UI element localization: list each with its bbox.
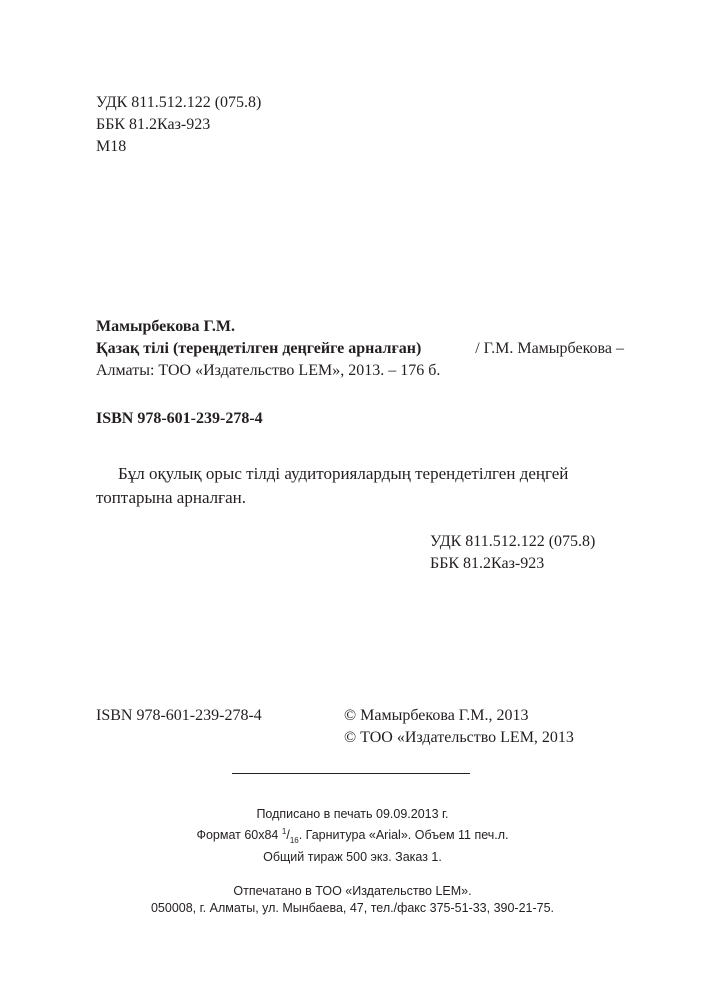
citation-author: Мамырбекова Г.М. xyxy=(96,318,236,335)
annotation-line-2: топтарына арналған. xyxy=(96,488,246,507)
isbn-heading: ISBN 978-601-239-278-4 xyxy=(96,410,263,427)
citation-publication: Алматы: ТОО «Издательство LEM», 2013. – 176 б. xyxy=(96,362,441,379)
citation-title: Қазақ тілі (тереңдетілген деңгейге арналған) xyxy=(96,340,422,357)
classification-repeat xyxy=(430,531,595,575)
bibliographic-citation xyxy=(96,316,624,382)
udk-code-repeat: УДК 811.512.122 (075.8) xyxy=(430,533,596,550)
separator-rule xyxy=(232,773,470,774)
citation-responsibility: / Г.М. Мамырбекова – xyxy=(475,340,624,357)
classification-block xyxy=(96,92,261,158)
author-mark: М18 xyxy=(96,138,127,155)
format-prefix: Формат 60х84 xyxy=(196,828,279,842)
copyright-publisher: © ТОО «Издательство LEM, 2013 xyxy=(344,729,574,746)
annotation-line-1: Бұл оқулық орыс тілді аудиториялардың терендетілген деңгей xyxy=(118,464,569,483)
imprint-signed: Подписано в печать 09.09.2013 г. xyxy=(256,807,449,821)
format-fraction-slash: / xyxy=(286,828,290,842)
imprint-circulation: Общий тираж 500 экз. Заказ 1. xyxy=(263,850,442,864)
format-fraction-denominator: 16 xyxy=(289,836,299,845)
format-fraction-numerator: 1 xyxy=(281,827,287,836)
imprint-spacer xyxy=(0,866,705,883)
imprint-printed-by: Отпечатано в ТОО «Издательство LEM». xyxy=(233,884,472,898)
annotation xyxy=(96,462,624,510)
imprint-address: 050008, г. Алматы, ул. Мынбаева, 47, тел./факс 375-51-33, 390-21-75. xyxy=(150,901,555,915)
format-suffix: . Гарнитура «Arial». Объем 11 печ.л. xyxy=(298,828,509,842)
copyright-block xyxy=(344,705,574,749)
bbk-code-repeat: ББК 81.2Каз-923 xyxy=(430,555,545,572)
copyright-author: © Мамырбекова Г.М., 2013 xyxy=(344,707,529,724)
udk-code: УДК 811.512.122 (075.8) xyxy=(96,94,262,111)
bbk-code: ББК 81.2Каз-923 xyxy=(96,116,211,133)
citation-title-line xyxy=(96,338,624,360)
imprint-format xyxy=(0,823,705,849)
isbn-footer: ISBN 978-601-239-278-4 xyxy=(96,707,262,724)
imprint-block xyxy=(0,806,705,917)
